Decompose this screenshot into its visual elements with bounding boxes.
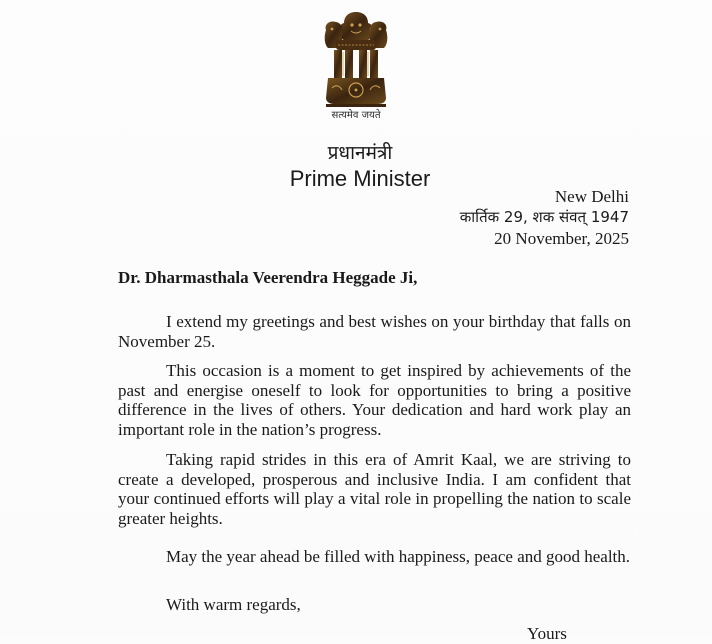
- paragraph-inspiration: This occasion is a moment to get inspired by achievements of the past and energise oneself to look for opportunities to bring a positive difference in the lives of others. Your dedication and hard work play an important role in the nation’s progress.: [118, 361, 631, 439]
- closing-line: With warm regards,: [166, 595, 301, 614]
- hindi-date: कार्तिक 29, शक संवत् 1947: [459, 208, 629, 226]
- place: New Delhi: [554, 187, 629, 206]
- date-block: [460, 186, 629, 249]
- paragraph-amrit-kaal: Taking rapid strides in this era of Amrit Kaal, we are striving to create a developed, prosperous and inclusive India. I am confident that your continued efforts will play a vital role in propelling the nation to scale greater heights.: [118, 450, 631, 528]
- office-title-english: Prime Minister: [289, 166, 431, 191]
- paragraph-greeting: I extend my greetings and best wishes on your birthday that falls on November 25.: [118, 312, 631, 351]
- office-title-hindi: प्रधानमंत्री: [327, 142, 393, 164]
- sign-off: Yours: [527, 624, 567, 643]
- salutation: Dr. Dharmasthala Veerendra Heggade Ji,: [118, 268, 418, 287]
- emblem-motto: सत्यमेव जयते: [331, 110, 381, 121]
- national-emblem-icon: [318, 8, 394, 108]
- letter-date: 20 November, 2025: [494, 229, 629, 248]
- paragraph-wishes: May the year ahead be filled with happiness, peace and good health.: [166, 547, 631, 566]
